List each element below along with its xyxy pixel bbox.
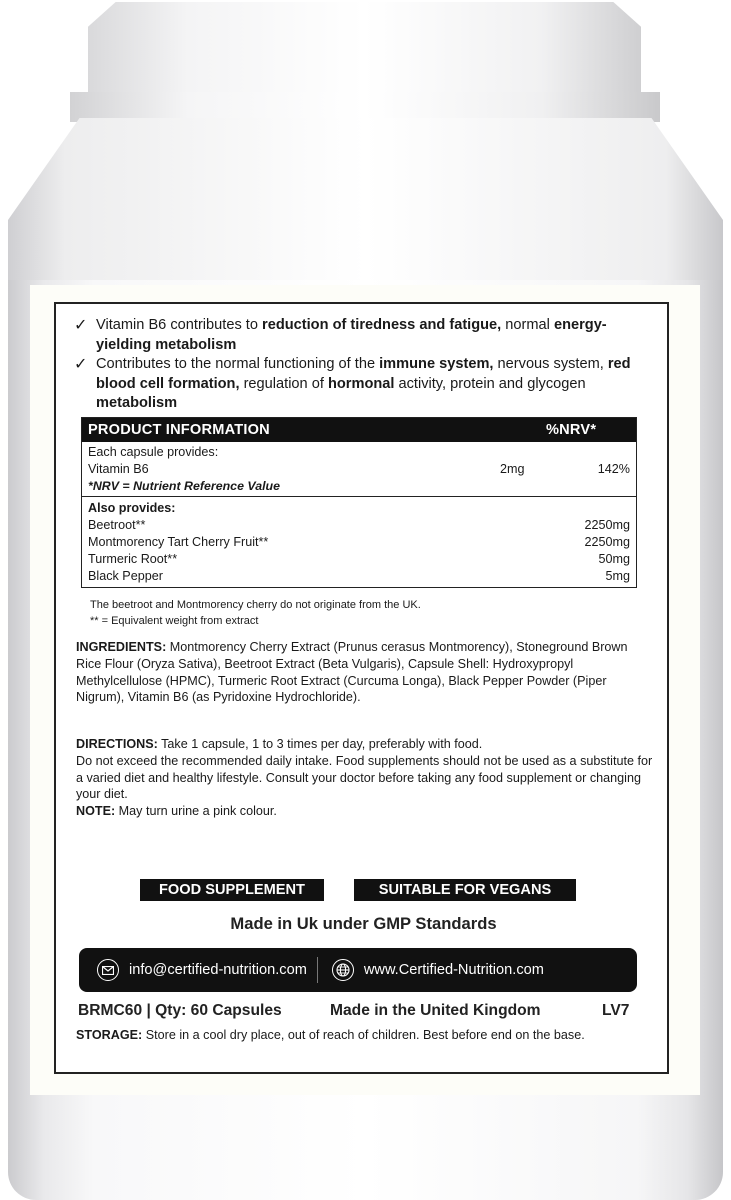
product-codes: [78, 1002, 658, 1020]
storage-label: STORAGE:: [76, 1028, 143, 1042]
claim-text: Vitamin B6 contributes to reduction of tiredness and fatigue, normal energy-yielding metabolism: [96, 317, 607, 353]
table-row: [82, 517, 636, 534]
nutrient-nrv: 142%: [597, 462, 630, 476]
product-code: BRMC60 | Qty: 60 Capsules: [78, 1002, 282, 1019]
contact-bar: [79, 948, 637, 992]
website-contact[interactable]: [332, 959, 544, 981]
table-row: [82, 568, 636, 585]
ingredients-block: [76, 639, 656, 706]
table-title: PRODUCT INFORMATION: [88, 422, 270, 438]
email-contact[interactable]: [97, 959, 307, 981]
gmp-statement: Made in Uk under GMP Standards: [230, 914, 497, 933]
ingredient-amount: 2250mg: [584, 535, 630, 549]
vitamin-section: [82, 442, 636, 497]
also-provides-label: Also provides:: [88, 501, 176, 515]
directions-text: Take 1 capsule, 1 to 3 times per day, preferably with food.: [157, 737, 483, 751]
directions-label: DIRECTIONS:: [76, 737, 158, 751]
footnotes: [90, 597, 650, 629]
health-claims: [74, 316, 654, 414]
table-row: [82, 551, 636, 568]
email-text: info@certified-nutrition.com: [129, 962, 307, 978]
ingredient-name: Montmorency Tart Cherry Fruit**: [88, 535, 269, 549]
ingredient-amount: 50mg: [598, 552, 630, 566]
bottle-cap: [88, 2, 641, 97]
claim-item: [74, 355, 654, 414]
food-supplement-badge: FOOD SUPPLEMENT: [140, 879, 324, 901]
storage-block: [76, 1027, 656, 1044]
claim-item: [74, 316, 654, 355]
bottle-shoulder: [8, 118, 723, 288]
nutrient-name: Vitamin B6: [88, 462, 149, 476]
globe-icon: [332, 959, 354, 981]
origin-code: Made in the United Kingdom: [330, 1002, 541, 1019]
contact-divider: [317, 957, 318, 983]
equivalent-footnote: ** = Equivalent weight from extract: [90, 615, 259, 627]
origin-footnote: The beetroot and Montmorency cherry do not originate from the UK.: [90, 599, 421, 611]
product-label: [54, 302, 669, 1074]
envelope-icon: [97, 959, 119, 981]
ingredient-amount: 2250mg: [584, 518, 630, 532]
checkmark-icon: ✓: [74, 356, 88, 373]
ingredient-amount: 5mg: [605, 569, 630, 583]
nutrient-amount: 2mg: [500, 462, 525, 476]
nrv-note: *NRV = Nutrient Reference Value: [88, 479, 281, 493]
also-provides-section: [82, 497, 636, 587]
storage-text: Store in a cool dry place, out of reach of children. Best before end on the base.: [142, 1028, 585, 1042]
website-text: www.Certified-Nutrition.com: [363, 962, 544, 978]
ingredient-name: Beetroot**: [88, 518, 146, 532]
ingredient-name: Turmeric Root**: [88, 552, 178, 566]
table-row: [82, 461, 636, 478]
each-capsule-label: Each capsule provides:: [88, 445, 219, 459]
directions-block: [76, 736, 656, 820]
badges: [140, 879, 580, 901]
warning-text: Do not exceed the recommended daily intake. Food supplements should not be used as a substitute for a varied diet and healthy lifestyle. Consult your doctor before taking any food supplement or changing your diet.: [76, 753, 653, 802]
bottle-neck: [70, 92, 660, 122]
nrv-header: %NRV*: [546, 422, 597, 438]
ingredients-label: INGREDIENTS:: [76, 640, 167, 654]
claim-text: Contributes to the normal functioning of the immune system, nervous system, red blood cell formation, regulation of hormonal activity, protein and glycogen metabolism: [96, 356, 631, 411]
product-information-table: [81, 417, 637, 588]
table-header: [82, 418, 636, 442]
ingredient-name: Black Pepper: [88, 569, 163, 583]
lot-code: LV7: [602, 1002, 630, 1019]
table-row: [82, 534, 636, 551]
vegan-badge: SUITABLE FOR VEGANS: [354, 879, 576, 901]
ingredients-text: Montmorency Cherry Extract (Prunus cerasus Montmorency), Stoneground Brown Rice Flour (Oryza Sativa), Beetroot Extract (Beta Vulgaris), Capsule Shell: Hydroxypropyl Methylcellulose (HPMC), Turmeric Root Extract (Curcuma Longa), Black Pepper Powder (Piper Nigrum), Vitamin B6 (as Pyridoxine Hydrochloride).: [76, 640, 628, 705]
checkmark-icon: ✓: [74, 317, 88, 334]
note-label: NOTE:: [76, 804, 116, 819]
note-text: May turn urine a pink colour.: [115, 804, 277, 819]
